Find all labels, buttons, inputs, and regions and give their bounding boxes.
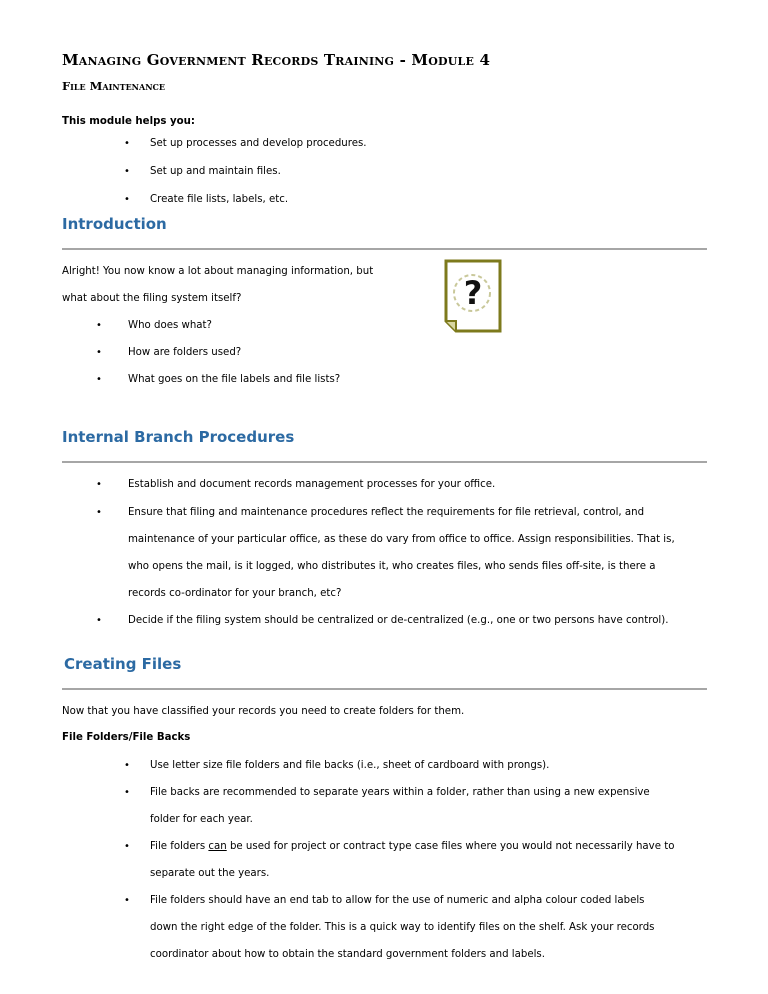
list-item-continuation: down the right edge of the folder. This is a quick way to identify files on the shelf. Ask your records [150,922,655,933]
document-subtitle: File Maintenance [62,79,165,93]
intro-paragraph-line: what about the filing system itself? [62,293,242,304]
list-item: File backs are recommended to separate years within a folder, rather than using a new expensive [150,787,650,798]
list-item: File folders should have an end tab to allow for the use of numeric and alpha colour coded labels [150,895,645,906]
creating-intro: Now that you have classified your records you need to create folders for them. [62,706,465,717]
bullet-marker: • [124,787,130,798]
bullet-marker: • [96,320,102,331]
underlined-word: can [208,841,227,852]
bullet-marker: • [96,507,102,518]
list-item-continuation: separate out the years. [150,868,270,879]
bullet-marker: • [124,760,130,771]
text-run: be used for project or contract type case files where you would not necessarily have to [226,841,675,852]
section-divider [62,688,707,690]
text-run: File folders [150,841,209,852]
bullet-marker: • [96,479,102,490]
list-item: Set up processes and develop procedures. [150,138,367,149]
bullet-marker: • [124,895,130,906]
list-item: Who does what? [128,320,212,331]
list-item-continuation: folder for each year. [150,814,253,825]
list-item: Create file lists, labels, etc. [150,194,289,205]
section-divider [62,461,707,463]
list-item: What goes on the file labels and file lists? [128,374,341,385]
bullet-marker: • [96,374,102,385]
bullet-marker: • [124,138,130,149]
file-folders-heading: File Folders/File Backs [62,732,191,743]
question-mark-document-icon [442,257,504,337]
bullet-marker: • [96,615,102,626]
intro-paragraph-line: Alright! You now know a lot about managing information, but [62,266,374,277]
list-item-continuation: records co-ordinator for your branch, etc? [128,588,342,599]
module-helps-heading: This module helps you: [62,116,195,127]
creating-files-heading: Creating Files [64,655,182,673]
list-item-continuation: coordinator about how to obtain the standard government folders and labels. [150,949,545,960]
list-item: Decide if the filing system should be centralized or de-centralized (e.g., one or two persons have control). [128,615,669,626]
bullet-marker: • [124,166,130,177]
introduction-heading: Introduction [62,215,167,233]
list-item: How are folders used? [128,347,242,358]
section-divider [62,248,707,250]
bullet-marker: • [96,347,102,358]
bullet-marker: • [124,194,130,205]
list-item [150,840,674,854]
list-item-continuation: who opens the mail, is it logged, who distributes it, who creates files, who sends files off-site, is there a [128,561,656,572]
list-item: Use letter size file folders and file backs (i.e., sheet of cardboard with prongs). [150,760,550,771]
list-item: Ensure that filing and maintenance procedures reflect the requirements for file retrieval, control, and [128,507,645,518]
list-item-continuation: maintenance of your particular office, as these do vary from office to office. Assign responsibilities. That is, [128,534,675,545]
procedures-heading: Internal Branch Procedures [62,428,295,446]
list-item: Set up and maintain files. [150,166,281,177]
list-item: Establish and document records management processes for your office. [128,479,496,490]
document-title: Managing Government Records Training - Module 4 [62,51,491,69]
svg-text:?: ? [463,274,483,312]
bullet-marker: • [124,841,130,852]
